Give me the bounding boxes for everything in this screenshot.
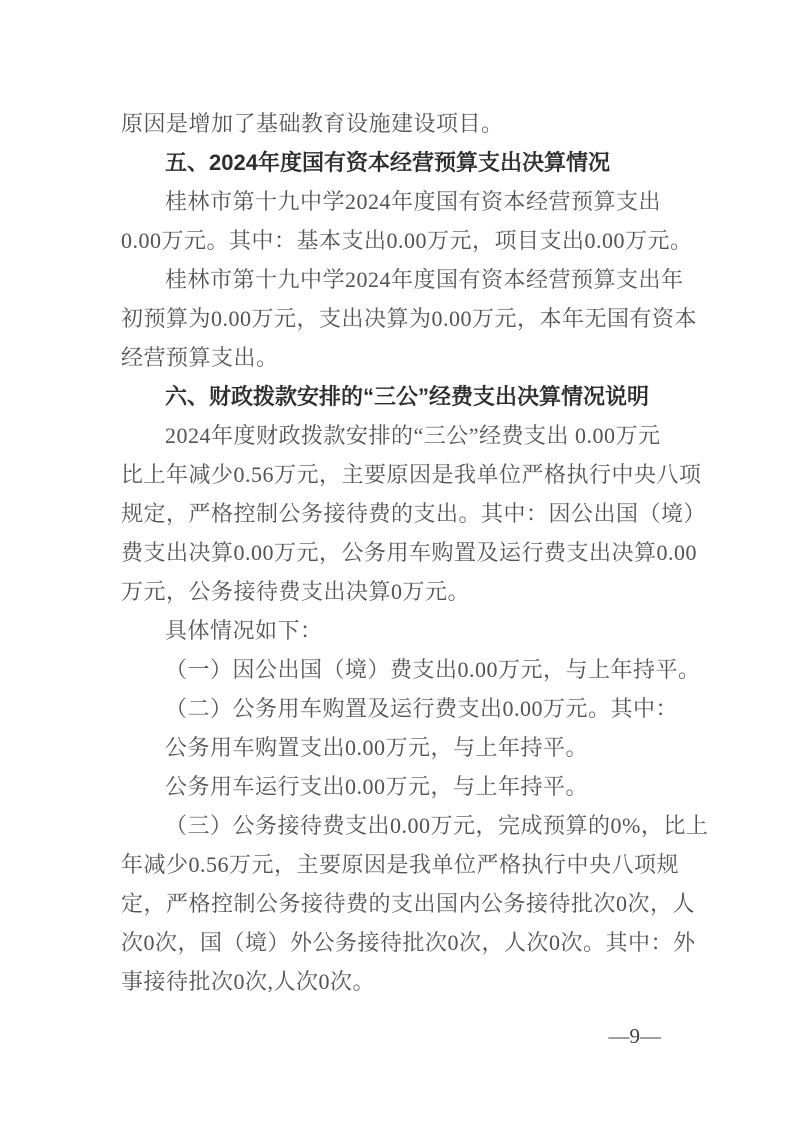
- paragraph-line: 万元，公务接待费支出决算0万元。: [121, 579, 471, 604]
- paragraph-line: 桂林市第十九中学2024年度国有资本经营预算支出: [165, 189, 662, 214]
- paragraph-line: 年减少0.56万元，主要原因是我单位严格执行中央八项规: [121, 852, 680, 877]
- paragraph-line: 公务用车购置支出0.00万元，与上年持平。: [165, 735, 589, 760]
- paragraph-line: 桂林市第十九中学2024年度国有资本经营预算支出年: [165, 267, 684, 292]
- paragraph-line: 经营预算支出。: [121, 345, 279, 370]
- section-heading-5: 五、2024年度国有资本经营预算支出决算情况: [165, 150, 610, 175]
- list-item-line: （一）因公出国（境）费支出0.00万元，与上年持平。: [165, 657, 701, 682]
- paragraph-line: 初预算为0.00万元，支出决算为0.00万元，本年无国有资本: [121, 306, 698, 331]
- document-body: [121, 104, 709, 1001]
- paragraph-line: 比上年减少0.56万元，主要原因是我单位严格执行中央八项: [121, 462, 702, 487]
- paragraph-line: 2024年度财政拨款安排的“三公”经费支出 0.00万元: [165, 423, 661, 448]
- list-item-line: （二）公务用车购置及运行费支出0.00万元。其中：: [165, 696, 679, 721]
- paragraph-line: 次0次，国（境）外公务接待批次0次，人次0次。其中：外: [121, 930, 696, 955]
- paragraph-line: 具体情况如下：: [165, 618, 323, 643]
- paragraph-line: 原因是增加了基础教育设施建设项目。: [121, 111, 504, 136]
- section-heading-6: 六、财政拨款安排的“三公”经费支出决算情况说明: [165, 384, 650, 409]
- paragraph-line: 定，严格控制公务接待费的支出国内公务接待批次0次，人: [121, 891, 696, 916]
- paragraph-line: 公务用车运行支出0.00万元，与上年持平。: [165, 774, 589, 799]
- paragraph-line: 费支出决算0.00万元，公务用车购置及运行费支出决算0.00: [121, 540, 698, 565]
- page-number: —9—: [608, 1024, 661, 1048]
- list-item-line: （三）公务接待费支出0.00万元，完成预算的0%，比上: [165, 813, 709, 838]
- paragraph-line: 事接待批次0次,人次0次。: [121, 969, 376, 994]
- paragraph-line: 0.00万元。其中：基本支出0.00万元，项目支出0.00万元。: [121, 228, 693, 253]
- paragraph-line: 规定，严格控制公务接待费的支出。其中：因公出国（境）: [121, 501, 707, 526]
